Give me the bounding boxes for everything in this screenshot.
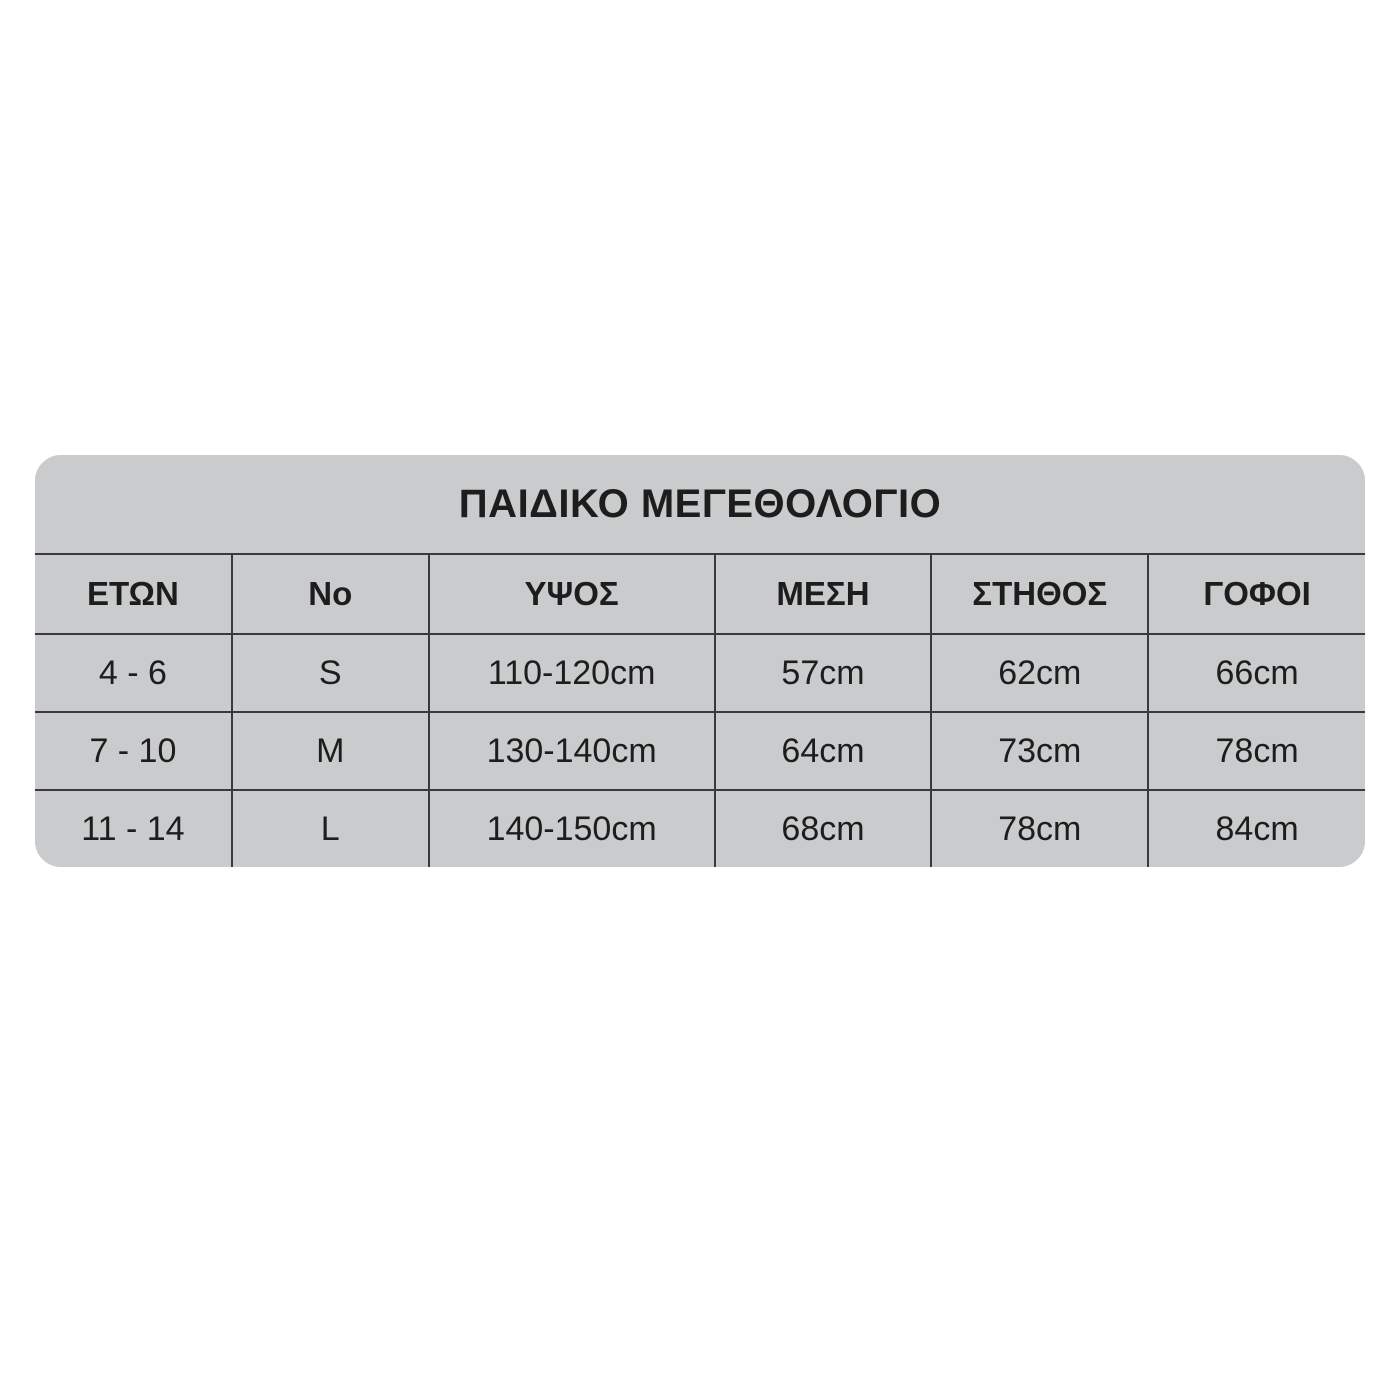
size-chart-card <box>35 455 1365 867</box>
chart-title: ΠΑΙΔΙΚΟ ΜΕΓΕΘΟΛΟΓΙΟ <box>35 455 1365 554</box>
cell-chest: 73cm <box>931 712 1148 790</box>
column-header-waist: ΜΕΣΗ <box>715 554 932 634</box>
cell-no: S <box>232 634 429 712</box>
size-chart-table <box>35 455 1365 867</box>
cell-height: 140-150cm <box>429 790 715 867</box>
cell-waist: 64cm <box>715 712 932 790</box>
cell-chest: 62cm <box>931 634 1148 712</box>
cell-years: 4 - 6 <box>35 634 232 712</box>
cell-no: L <box>232 790 429 867</box>
column-header-years: ΕΤΩΝ <box>35 554 232 634</box>
cell-height: 130-140cm <box>429 712 715 790</box>
table-row <box>35 634 1365 712</box>
cell-no: M <box>232 712 429 790</box>
column-header-no: No <box>232 554 429 634</box>
table-title-row <box>35 455 1365 554</box>
column-header-chest: ΣΤΗΘΟΣ <box>931 554 1148 634</box>
column-header-height: ΥΨΟΣ <box>429 554 715 634</box>
cell-height: 110-120cm <box>429 634 715 712</box>
cell-hips: 84cm <box>1148 790 1365 867</box>
table-row <box>35 712 1365 790</box>
column-header-hips: ΓΟΦΟΙ <box>1148 554 1365 634</box>
table-header-row <box>35 554 1365 634</box>
cell-hips: 78cm <box>1148 712 1365 790</box>
cell-years: 11 - 14 <box>35 790 232 867</box>
cell-years: 7 - 10 <box>35 712 232 790</box>
cell-waist: 57cm <box>715 634 932 712</box>
cell-hips: 66cm <box>1148 634 1365 712</box>
table-row <box>35 790 1365 867</box>
cell-waist: 68cm <box>715 790 932 867</box>
cell-chest: 78cm <box>931 790 1148 867</box>
